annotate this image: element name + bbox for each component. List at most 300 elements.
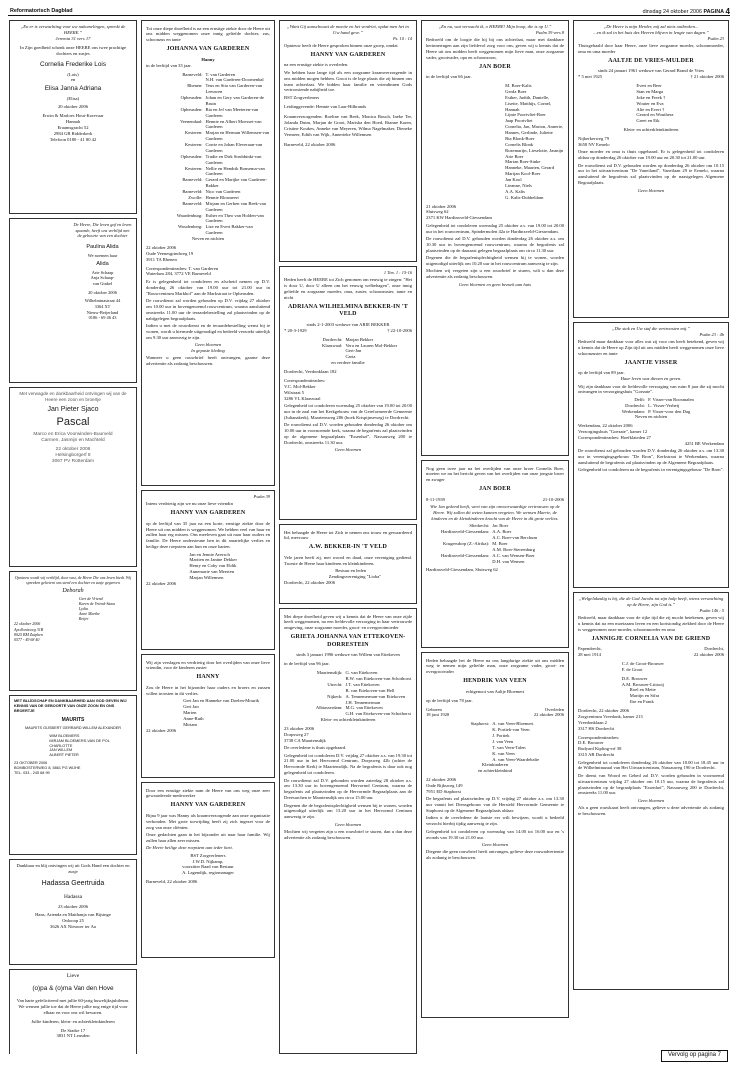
signer: Gert Jan en Hanneke van Doelen-Mourik bbox=[183, 698, 260, 704]
service-text: De rouwdienst zal D.V. gehouden worden op donderdag 26 oktober om 10.15 uur in het uitvaartcentrum "De Vaneiland", Vaneilaan 29 te Ermelo, waarna aansluitend de begrafenis zal plaatsvinden op de naastgelegen Algemene Begraafplaats. bbox=[578, 162, 724, 186]
signer: Bestuur en leden bbox=[335, 568, 367, 574]
family-member: Anne Marthe bbox=[78, 611, 100, 617]
verse: Haar leven was dienen en geven. bbox=[620, 376, 682, 382]
family-row bbox=[146, 107, 270, 119]
verse: „En nu, wat verwacht ik, o HEERE! Mijn hoop, die is op U.” bbox=[438, 24, 552, 29]
street: BOMBOSTERWEG 8, 5861 PG WIJHE bbox=[14, 765, 81, 770]
street: Apollonisweg 31B bbox=[14, 626, 44, 632]
message: We hebben haar lange tijd als een zorgzame kraamverzorgende in ons midden mogen hebben. Groot is de lege plaats die zij binnen ons team achterlaat. We bidden haar familie en vriendinnen Gods vertroostende nabijheid toe. bbox=[284, 69, 412, 93]
family-place: Hardinxveld-Giessendam: bbox=[441, 529, 490, 535]
parent: Anja Schaap- bbox=[90, 275, 115, 281]
verse-ref: Ps. 10 : 14 bbox=[392, 35, 412, 41]
family-member: A.C. Boer-van Berchum bbox=[492, 535, 538, 541]
invitation-text: Indien u met de rouwdienst en de teraardebestelling wenst bij te wonen, wordt u hiermede uitgenodigd en bedeeld verzoekt uiterlijk om 9.30 uur aanwezig te zijn. bbox=[146, 322, 270, 340]
child-name: Elisa Janna Adriana bbox=[44, 85, 102, 93]
intro-text: Heden heeft de HEERE tot Zich genomen om eeuwig te zingen: "Het is door U, door U alleen om het eeuwig welbehagen", onze innig geliefde en zorgzame moeder, oma, zuster, schoonzuster, tante en nicht bbox=[284, 277, 412, 300]
family-member: Mirjam en Gerben van Beek-van Garderen bbox=[205, 200, 266, 212]
closing: Geen bloemen en geen bezoek aan huis bbox=[458, 281, 532, 287]
deceased-name: HANNY bbox=[196, 674, 220, 681]
family-member: Roel en Mette bbox=[629, 687, 656, 693]
family-list bbox=[451, 83, 564, 201]
family-member: A.C. van Wensen-Boer bbox=[492, 552, 535, 558]
signer: Martien en Janine Dekker bbox=[189, 557, 237, 563]
family-member: A.M. Boer-Sterrenburg bbox=[492, 546, 536, 552]
date: 22 oktober 2006 bbox=[426, 777, 457, 783]
child-name: Cornelia Frederike Lois bbox=[39, 61, 107, 69]
child-nickname: (Elisa) bbox=[66, 95, 80, 101]
family-member: Jan Kool bbox=[505, 177, 522, 183]
note: Diegene die geen rouwbrief heeft ontvangen, gelieve deze rouwadvertentie als zodanig te beschouwen. bbox=[426, 849, 564, 861]
birth-date: 8-11-1939 bbox=[426, 496, 445, 502]
family-member: D.E. Brouwer bbox=[621, 675, 648, 681]
widow-of: sinds 3 januari 1996 weduwe van Willem van Ettekoven bbox=[296, 652, 400, 658]
birth-date: 23 oktober 2006 bbox=[57, 903, 89, 909]
family-list bbox=[636, 83, 724, 124]
city: 2371 KW Hardinxveld-Giessendam bbox=[426, 215, 492, 221]
city: 3831 NT Leusden bbox=[56, 1033, 90, 1039]
family-place: Utrecht: bbox=[327, 681, 343, 687]
family-place: Staphorst: bbox=[470, 721, 490, 727]
birth-date: 22 oktober 2006 bbox=[14, 621, 41, 627]
correspondence: Rudyard Kipling-erf 38 bbox=[578, 746, 622, 752]
family-member: A. Tennemerman-van Ettekoven bbox=[345, 693, 406, 699]
family-place: Waardenburg: bbox=[176, 212, 203, 218]
family-member: B. van Ettekoven-van Hell bbox=[345, 687, 395, 693]
widow-of: sinds 2-1-2003 weduwe van ARIE BEKKER bbox=[306, 321, 390, 327]
relatives-text: Neven en nichten bbox=[191, 236, 225, 242]
family-member: J.H. Tennemerman bbox=[345, 699, 381, 705]
family-member: G. van Ettekoven bbox=[345, 670, 378, 676]
family-member: F. Visser-van Roosmalen bbox=[648, 396, 694, 402]
birth-ad-alida bbox=[9, 218, 137, 383]
family-place: Maartensdijk: bbox=[316, 670, 343, 676]
intro-text: Nog geen twee jaar na het overlijden van onze broer Cornelis Boer, moeten we nu het bericht geven van het overlijden van onze jongste broer en zwager bbox=[426, 465, 564, 483]
intro-text: Door een ernstige ziekte nam de Heere van ons weg onze zeer gewaardeerde medewerker bbox=[146, 787, 270, 799]
family-member: M. Boer-Kalis bbox=[505, 83, 532, 89]
born-label: Geboren bbox=[426, 706, 442, 712]
family-member: Greet en Eik bbox=[636, 118, 660, 124]
relatives-text: Klein- en achterkleinkinderen bbox=[623, 127, 679, 133]
deceased-name: GRIETA JOHANNA VAN ETTEKOVEN-DORRESTEIN bbox=[290, 634, 406, 648]
intro-text: Tot onze diepe droefheid is na een ernstige ziekte door de Heere uit ons midden weggenomen onze innig geliefde dochter, zus, schoonzus en tante bbox=[146, 25, 270, 43]
city: 3364 XT bbox=[94, 303, 111, 309]
ad-heading: Lieve bbox=[66, 973, 80, 979]
family-member: Karen de Vriend-Staus bbox=[78, 601, 116, 606]
family-place: Barneveld: bbox=[182, 177, 203, 183]
birth-ad-pascal bbox=[9, 387, 137, 567]
family-member: Marian Boer-Sinke bbox=[505, 159, 541, 165]
page-header bbox=[8, 6, 730, 16]
address: Vreedonklaan 2 bbox=[578, 719, 607, 725]
family-member: Hanneke, Maarten, Gerard bbox=[505, 165, 555, 171]
page-info bbox=[643, 7, 730, 17]
family-member: Nellie en Hendrik Bonsema-van Garderen bbox=[205, 165, 265, 177]
family-list bbox=[79, 596, 132, 622]
signer: Zendingsvereniging "Lioba" bbox=[328, 574, 382, 580]
verse: „En er is verwachting voor uw nakomelingen, spreekt de HEERE.” bbox=[20, 24, 126, 35]
invitation-text: Indien u de overledene de laatste eer wilt bewijzen, wordt u bedeeld verzocht hierbij tijdig aanwezig te zijn. bbox=[426, 815, 564, 827]
note: Als u geen rouwkaart heeft ontvangen, gelieve u deze advertentie als zodanig te beschouwen. bbox=[578, 805, 724, 817]
obituary-hanny-employer bbox=[141, 782, 275, 958]
relatives-text: Klein- en achterkleinkinderen bbox=[320, 717, 376, 723]
correspondence: Correspondentieadres: Hoefklaieden 27 bbox=[578, 435, 651, 441]
death-date: 22 oktober 2006 bbox=[693, 652, 724, 658]
family-row bbox=[146, 154, 270, 166]
family-member: Johan en Gery van Garderen-de Bruin bbox=[205, 95, 264, 106]
family-member: Jac Boer bbox=[492, 523, 509, 529]
family-member: P. Visser-voor den Dag bbox=[648, 408, 691, 414]
column-1 bbox=[9, 20, 137, 1054]
couple-name: (o)pa & (o)ma Van den Hove bbox=[32, 984, 114, 992]
parent: van Ginkel bbox=[92, 281, 113, 287]
family-member: Marjan Bekker bbox=[345, 336, 374, 342]
condolence-text: Onze moeder en oma is thuis opgebaard. Er is gelegenheid tot condoleren aldaar op donderdag 26 oktober van 19.00 uur en 20.30 tot 21.00 uur. bbox=[578, 149, 724, 161]
intro-text: Het behaagde de Heere tot Zich te nemen ons trouw en gewaardeerd lid, mevrouw bbox=[284, 529, 412, 541]
family-member: Lize en Evert Bakker-van Garderen bbox=[205, 224, 253, 236]
child-call-name: Pascal bbox=[56, 415, 90, 428]
family-place: Delft: bbox=[634, 396, 646, 402]
obituary-jan-boer bbox=[421, 20, 569, 456]
family-row bbox=[146, 83, 270, 95]
family-list bbox=[146, 72, 270, 237]
obituary-jaantje-visser bbox=[573, 322, 729, 588]
family-member: Marjan en Herman Willemsen-van Garderen bbox=[205, 130, 270, 142]
family-list bbox=[426, 523, 564, 564]
deceased-name: HANNY VAN GARDEREN bbox=[170, 510, 246, 516]
family-member: Vera en Lauren Mol-Bekker bbox=[345, 342, 398, 348]
closing: Geen bloemen bbox=[637, 797, 665, 803]
condolence-text: Gelegenheid tot condoleren D.V. vrijdag 27 oktober a.s. van 19.30 tot 21.00 uur in het Hervormd Centrum, Dorpsweg 42b (achter de Hervormde Kerk) te Maartensdijk. Na de begrafenis is daar ook nog gelegenheid tot condoleren. bbox=[284, 752, 412, 776]
column-5 bbox=[573, 20, 729, 1054]
street: Onlooop 25 bbox=[62, 918, 84, 924]
correspondence: 3286 VL Klaaswaal bbox=[284, 395, 321, 401]
family-row bbox=[146, 213, 270, 225]
date: Barneveld, 22 oktober 2006 bbox=[284, 142, 336, 148]
family-member: B.W. van Ettekoven-van Schothorst bbox=[345, 676, 412, 682]
family-member: K. Portiek-van Veen bbox=[492, 727, 530, 733]
column-2 bbox=[141, 20, 275, 1054]
signer: J.W.D. Nijkamp, bbox=[192, 858, 224, 864]
deceased-name: HANNY VAN GARDEREN bbox=[170, 802, 246, 809]
date: 21 oktober 2006 bbox=[426, 203, 457, 209]
condolence-text: Gelegenheid tot condoleren woensdag 25 oktober van 19.00 tot 20.00 uur in de zaal van het Kerkgebouw van de Gereformeerde Gemeente (Julianakerk), Maartensweg 286 (hoek Krispijnseweg) te Dordrecht. bbox=[284, 402, 412, 420]
family-member: L. Visser-Verheij bbox=[648, 402, 680, 408]
family-member: Gerda Boer bbox=[505, 88, 527, 94]
address: Zorgcentrum Vreedonk, kamer 213 bbox=[578, 713, 643, 719]
message: Onze gedachten gaan in het bijzonder uit naar haar familie. Wij zullen haar allen zeer missen. bbox=[146, 832, 270, 843]
deceased-name: HENDRIK VAN VEEN bbox=[463, 678, 527, 685]
obituary-johanna-van-garderen bbox=[141, 20, 275, 486]
family-member: Gerard en Marijke van Garderen-Bakker bbox=[205, 177, 267, 189]
death-date: † 22-10-2006 bbox=[387, 327, 412, 333]
family-member: C.J. de Groot-Brouwer bbox=[621, 660, 664, 666]
family-place bbox=[426, 559, 492, 565]
family-place: Sliedrecht: bbox=[469, 523, 490, 529]
date: 22 oktober 2006 bbox=[146, 727, 177, 733]
family-row bbox=[451, 95, 564, 113]
birth-date: 22 oktober 2006 bbox=[55, 447, 91, 453]
family-member: M. Boer bbox=[492, 540, 508, 546]
family-row bbox=[146, 224, 270, 236]
family-member: WIM BLOEMERS bbox=[49, 733, 80, 738]
deceased-name: JOHANNA VAN GARDEREN bbox=[166, 46, 250, 53]
family-member: Cornelia, Jan, Marion, Annerie, Hannes, Gerlinde, Juliette bbox=[505, 124, 564, 136]
obituary-bekker-in-t-veld bbox=[279, 266, 417, 520]
date: 22 oktober 2006 bbox=[146, 244, 177, 250]
family-member: Nico van Garderen bbox=[205, 189, 241, 195]
family-member: MIRJAM BLOEMERS-VAN DE POL bbox=[49, 738, 110, 743]
message: Van harte gefeliciteerd met jullie 60-jarig huwelijksjubileum. We wensen jullie toe dat de Heere jullie nog enige tijd voor elkaar en voor ons wil bewaren. bbox=[16, 998, 130, 1015]
invitation-text: Degenen die de begrafenisplechtigheid wensen bij te wonen, worden uitgenodigd uiterlijk om 10.20 uur in het rouwcentrum aanwezig te zijn. bbox=[426, 255, 564, 266]
deceased-call-name: Hanny bbox=[201, 56, 215, 62]
family-member: Martijn en Sifra bbox=[629, 693, 660, 699]
address: Oude Veenesgrindweg 19 bbox=[146, 250, 194, 256]
age-text: in de leeftijd van 66 jaar. bbox=[426, 74, 472, 80]
child-fullname: MAURITS GIJSBERT GERRARD WILLEM ALEXANDER bbox=[24, 725, 122, 730]
place: Dordrecht, Veedonklaan 182 bbox=[284, 369, 337, 375]
family-member: Evert en Beer bbox=[636, 83, 662, 89]
newspaper-title: Reformatorisch Dagblad bbox=[10, 8, 73, 14]
obituary-hanny-friends bbox=[141, 490, 275, 650]
age-text: op de leeftijd van 78 jaar. bbox=[426, 697, 473, 703]
child-name: Hadassa Geertruida bbox=[41, 879, 105, 887]
closing: Geen bloemen bbox=[194, 342, 222, 348]
family-place: Kesteren: bbox=[184, 165, 203, 171]
intro-text: Dankbaar en blij ontvingen wij uit Gods Hand een dochter en zusje bbox=[16, 863, 130, 874]
continued-on-page-link[interactable]: Vervolg op pagina 7 bbox=[661, 1050, 728, 1062]
obituary-van-ettekoven bbox=[279, 608, 417, 1054]
correspondence: D.E. Brouwer bbox=[578, 740, 604, 746]
family-member: A.A. Boer bbox=[492, 529, 512, 535]
family-member: Lijnie Poortvliet-Boer bbox=[505, 112, 546, 118]
anniversary-ad bbox=[9, 969, 137, 1054]
family-list bbox=[426, 721, 564, 762]
family-member: Bia Blonk-Boer bbox=[505, 135, 535, 141]
service-text: De rouwdienst zal gehouden worden D.V. donderdag 26 oktober a.s. om 13.30 uur in verenigingsgebouw "De Bron", Kerkstraat te Werkendam, waarna aansluitend de begrafenis zal plaatsvinden op de Algemene Begraafplaats. bbox=[578, 448, 724, 466]
verse: ...en ik zal in het huis des Heeren blijven in lengte van dagen.” bbox=[593, 29, 709, 35]
birth-date: 28 mei 1914 bbox=[578, 652, 601, 658]
city: 3626 AX Nieuwer ter Aa bbox=[50, 924, 96, 930]
city: 3658 NV Ermelo bbox=[578, 141, 610, 147]
colleagues: Kraamverzorgenden: Roeline van Beek, Monica Bouch, Ineke Ter, Jolanda Duim, Marjan de Groot, Mariska den Hoed, Rianne Karen, Cristine Koukes, Anneke van Meyeren, Wilma Nagelmaker, Dieneke Vermeer, Edith van Wijk, Annerieke Willemsen bbox=[284, 114, 412, 137]
signer: voorzitter Raad van Bestuur bbox=[182, 864, 234, 870]
death-date: † 21 oktober 2006 bbox=[690, 74, 724, 80]
city: 3317 HS Dordrecht bbox=[578, 725, 614, 731]
parent: Arie Schaap bbox=[91, 269, 114, 275]
verse-ref: 1 Tim. 1 : 15-16 bbox=[383, 270, 412, 275]
family-place: Opheusden: bbox=[180, 106, 203, 112]
family-row bbox=[146, 130, 270, 142]
place: Hardinxveld-Giessendam, Sluisweg 62 bbox=[426, 567, 498, 573]
verse-ref: Psalm 23 : 4b bbox=[699, 331, 724, 337]
note: Wanneer u geen rouwbrief heeft ontvangen, gaarne deze advertentie als zodanig beschouwen. bbox=[146, 355, 270, 367]
family-member: Marijan Kool-Boer bbox=[505, 171, 541, 177]
deceased-name: ADRIANA WILHELMINA BEKKER-IN 'T VELD bbox=[288, 303, 408, 318]
service-text: De rouwdienst zal worden gehouden op D.V. vrijdag 27 oktober om 10.00 uur in bovengenoemd rouwcentrum, waarna aansluitend omstreeks 11.00 uur de teraardebestelling zal plaatsvinden op de nabijgelegen begraafplaats. bbox=[146, 297, 270, 321]
family-place bbox=[451, 195, 505, 201]
closing: Geen bloemen bbox=[334, 821, 362, 827]
verse-ref: Psalm 23 bbox=[707, 35, 724, 41]
street: Wilhelminastraat 44 bbox=[84, 298, 121, 304]
family-member: G.H. van Ettekoven-van Schothorst bbox=[345, 711, 411, 717]
family-row bbox=[146, 166, 270, 178]
death-date: 21-10-2006 bbox=[542, 496, 564, 502]
family-member: J. van Veen bbox=[492, 738, 514, 744]
intro-text: MET BLIJDSCHAP EN DANKBAARHEID AAN GOD GEVEN WIJ KENNIS VAN DE GEBOORTE VAN ONZE ZOON EN ONS BROERTJE bbox=[14, 699, 127, 713]
correspondence: Correspondentieadres: bbox=[578, 734, 620, 740]
parents: Marco en Erica Voorwinden-Buurveld bbox=[33, 431, 113, 437]
date: Barneveld, 22 oktober 2006 bbox=[146, 879, 198, 885]
family-row bbox=[426, 559, 564, 565]
birth-date: * 5 mei 1925 bbox=[578, 74, 603, 80]
family-member: JAN WILLEM bbox=[49, 748, 73, 753]
verse-ref: Psalm 146 : 5 bbox=[699, 607, 724, 613]
family-row bbox=[451, 195, 564, 201]
closing: Geen bloemen bbox=[481, 841, 509, 847]
phone: TEL. 033 - 245 68 99 bbox=[14, 770, 50, 775]
deceased-name: HANNY VAN GARDEREN bbox=[310, 51, 386, 58]
child-call-name: Hadassa bbox=[64, 893, 82, 900]
family-member: M.G. van Ettekoven bbox=[345, 705, 383, 711]
family-member: Esther en Theo van Holden-van Garderen bbox=[205, 212, 264, 224]
family-place: Rhenen: bbox=[187, 83, 203, 89]
family-place: Opheusden: bbox=[180, 153, 203, 159]
obituary-hanny-friend2 bbox=[141, 654, 275, 778]
address: Dorpsweg 27 bbox=[284, 731, 309, 737]
family-member: Hennie Blosmeert bbox=[205, 194, 239, 200]
verse: „Want Gij aanschouwt de moeite en het verdriet, opdat men het in Uw hand geve.” bbox=[287, 24, 409, 35]
condolence-text: Gelegenheid tot condoleren donderdag 26 oktober van 18.00 tot 18.45 uur in de Wilhelminazaal van Het Uitvaartcentrum, Nassauweg 190 te Dordrecht. bbox=[578, 759, 724, 771]
age-text: in de leeftijd van 35 jaar. bbox=[146, 62, 192, 68]
family-member: Gerard en Wouthera bbox=[636, 112, 674, 118]
family-member: Cornelis Blonk bbox=[505, 141, 534, 147]
family-member: G. Kalis-Dubbeldam bbox=[505, 194, 544, 200]
family-place: Klaaswaal: bbox=[322, 342, 343, 348]
relatives-text: en verdere familie bbox=[331, 360, 365, 366]
family-member: Esther, Judith, Danielle, Lisette, Matthijs, Cornel, Hannah bbox=[505, 94, 552, 112]
intro-text: Bedroefd om de loogte die hij bij ons achterlaat, maar met dankbare herinneringen aan zijn liefdevol zorg voor ons, geven wij u kennis dat de Heere uit ons midden heeft weggenomen mijn lieve man, onze zorgzame vader, grootvader, opa en schoonzoon, bbox=[426, 37, 564, 60]
family-member: F. de Groot bbox=[621, 666, 643, 672]
obituary-hanny-team bbox=[279, 20, 417, 262]
verse: „Die stok en Uw staf die vertroosten mij.” bbox=[612, 326, 690, 331]
spouse-of: echtgenoot van Aaltje Bloemert bbox=[465, 688, 525, 694]
address: Nijkerkerweg 79 bbox=[578, 136, 609, 142]
family-member: Caria bbox=[345, 354, 356, 360]
family-place: Veenendaal: bbox=[180, 118, 203, 124]
family-member: CHARLOTTE bbox=[49, 743, 73, 748]
correspondence: 4251 BE Werkendam bbox=[684, 440, 724, 446]
city: 3738 CA Maartensdijk bbox=[284, 737, 326, 743]
family-member: Corrie en Johan Eleveraan-van Garderen bbox=[205, 142, 263, 153]
family-member: K. van Veen bbox=[492, 750, 515, 756]
intro-text: Met diepe droefheid geven wij u kennis dat de Heere van onze zijde heeft weggenomen, na een liefdevolle verzorging in haar vertrouwde omgeving, onze zorgzame moeder, groot- en overgrootmoeder bbox=[284, 613, 412, 631]
closing: Geen bloemen bbox=[637, 187, 665, 193]
birth-place: Papendrecht, bbox=[578, 646, 602, 652]
correspondence: V.C. Mol-Bekker bbox=[284, 383, 316, 389]
correspondence: Waterlum 284, 3772 VE Barneveld bbox=[146, 271, 211, 277]
child-name: Deborah bbox=[62, 588, 84, 595]
condolence-text: Gelegenheid tot condoleren na de begrafenis in verenigingsgebouw "De Bron". bbox=[578, 467, 724, 473]
parents: Erwin & Marloes Hout-Korevaar bbox=[42, 113, 104, 119]
message: De overledene is thuis opgebaard. bbox=[284, 745, 347, 751]
family-place: Woudenberg: bbox=[177, 224, 203, 230]
child-call-name: Alida bbox=[96, 260, 109, 267]
family-place: Dordrecht: bbox=[322, 336, 343, 342]
address: 3911 TA Rhenen bbox=[146, 256, 177, 262]
age-text: op de leeftijd van 89 jaar. bbox=[578, 370, 625, 376]
age-text: in de leeftijd van 96 jaar. bbox=[284, 661, 330, 667]
widow-of: sinds 24 januari 1961 weduwe van Gerard Brand de Vries bbox=[597, 68, 705, 74]
family-member: Bia en Jef van Meeteren-van Garderen bbox=[205, 106, 259, 118]
phone: 0577 - 49 68 40 bbox=[14, 636, 40, 642]
intro-text: Met verwagde en dankbaarheid ontvingen wij van de Heere een zoon en broertje bbox=[19, 391, 127, 402]
condolence-text: Er is gelegenheid tot condoleren en afscheid nemen op D.V. donderdag 26 oktober van 19.00 uur tot 21.00 uur in "Rouwcentrum Markhof" aan de Markstraat te Opheusden. bbox=[146, 278, 270, 296]
deceased-name: JAN BOER bbox=[479, 486, 511, 493]
family-member: A.M. Brouwer-Littooij bbox=[621, 681, 664, 687]
and-text: en bbox=[70, 77, 76, 83]
condolence-text: Gelegenheid tot condoleren woensdag 25 oktober a.s. van 19.00 tot 20.00 uur in het rouwcentrum, Spindermolen 42a te Hardinxveld-Giessendam. bbox=[426, 222, 564, 234]
death-date: 22 oktober 2006 bbox=[533, 712, 564, 718]
family-member: Lydia bbox=[78, 606, 88, 612]
relatives-text: Neven en nichten bbox=[634, 414, 668, 420]
family-place: Dordrecht: bbox=[625, 402, 646, 408]
verse-ref: Psalm 39 bbox=[253, 494, 270, 499]
message: Wij zijn dankbaar voor de liefdevolle verzorging van ruim 8 jaar die zij mocht ontvangen in verzorgingshuis "Goezate". bbox=[578, 383, 724, 395]
family-row bbox=[146, 95, 270, 107]
street: Eraamsgracht 52 bbox=[57, 125, 89, 130]
place: Dordrecht, 22 oktober 2006 bbox=[578, 708, 630, 714]
birth-ad-hadassa bbox=[9, 859, 137, 965]
family-member: A. van Veen-Waardebalie bbox=[492, 756, 540, 762]
family-list bbox=[284, 337, 412, 361]
column-4 bbox=[421, 20, 569, 1054]
obituary-hendrik-van-veen bbox=[421, 652, 569, 1018]
address: Sluisweg 62 bbox=[426, 209, 449, 215]
signers bbox=[183, 698, 270, 727]
intro-text: Wij zijn verslagen en verdrietig door het overlijden van onze lieve vriendin, voor de kinderen zuster bbox=[146, 659, 270, 671]
city: 2984 GB Ridderkerk bbox=[53, 130, 93, 136]
intro-text: Heden behaagde het de Heere na ons langdurige ziekte uit ons midden weg te nemen mijn geliefde man, onze zorgzame vader, groot- en overgrootvader bbox=[426, 657, 564, 675]
phone: Telefoon 0180 - 41 80 42 bbox=[49, 136, 97, 142]
condolence-text: Gelegenheid tot condoleren op woensdag van 14.00 tot 16.00 uur en 's avonds van 19.30 tot 21.00 uur. bbox=[426, 828, 564, 840]
call-text: We noemen haar bbox=[87, 253, 118, 259]
service-text: De dienst van Woord en Gebed zal D.V. worden gehouden in voornoemd uitvaartcentrum vrijdag 27 oktober om 10.15 uur, waarna de begrafenis zal plaatsvinden op de begraafplaats "Essenhof", Nassauweg 200 te Dordrecht, omstreeks 11.00 uur. bbox=[578, 772, 724, 796]
verse: „Welgelukzalig is hij, die de God Jacobs tot zijn hulp heeft, wiens verwachting op de Heere, zijn God is.” bbox=[578, 596, 724, 607]
closing: In gepaste kleding bbox=[191, 347, 225, 353]
signer: Miriam bbox=[183, 721, 197, 727]
family-member: Gert de Vriend bbox=[78, 595, 103, 601]
date: 23 oktober 2006 bbox=[284, 726, 315, 732]
intro-text: De Heere, Die leven gaf en leven spaarde, heeft ons verblijd met de geboorte van een dochter bbox=[73, 222, 132, 239]
family-member: Ilse en Frank bbox=[629, 699, 654, 705]
page-label: PAGINA bbox=[703, 9, 725, 15]
family-row bbox=[146, 142, 270, 154]
family-member: J.T. van Ettekoven bbox=[345, 681, 380, 687]
family-place: Albiasserdam: bbox=[315, 705, 343, 711]
intro-text: Opnieuw heeft de Heere gesproken binnen onze groep, omdat bbox=[284, 42, 398, 48]
birth-ad-maurits bbox=[9, 695, 137, 855]
family-member: Arie Boer bbox=[505, 153, 524, 159]
child-nickname: (Lois) bbox=[67, 71, 79, 77]
siblings: Carmen, Jasmijn en Machteld bbox=[41, 437, 105, 443]
family-place: Barneveld: bbox=[182, 189, 203, 195]
child-name: MAURITS bbox=[61, 716, 85, 723]
family-member: Hennie en Albert Moesset-van Garderen bbox=[205, 118, 262, 130]
family-row bbox=[146, 177, 270, 189]
family-place: Barneveld: bbox=[182, 71, 203, 77]
family-place: Hardinxveld-Giessendam: bbox=[441, 552, 490, 558]
signer: A. Lagendijk, regiomanager bbox=[182, 870, 234, 876]
